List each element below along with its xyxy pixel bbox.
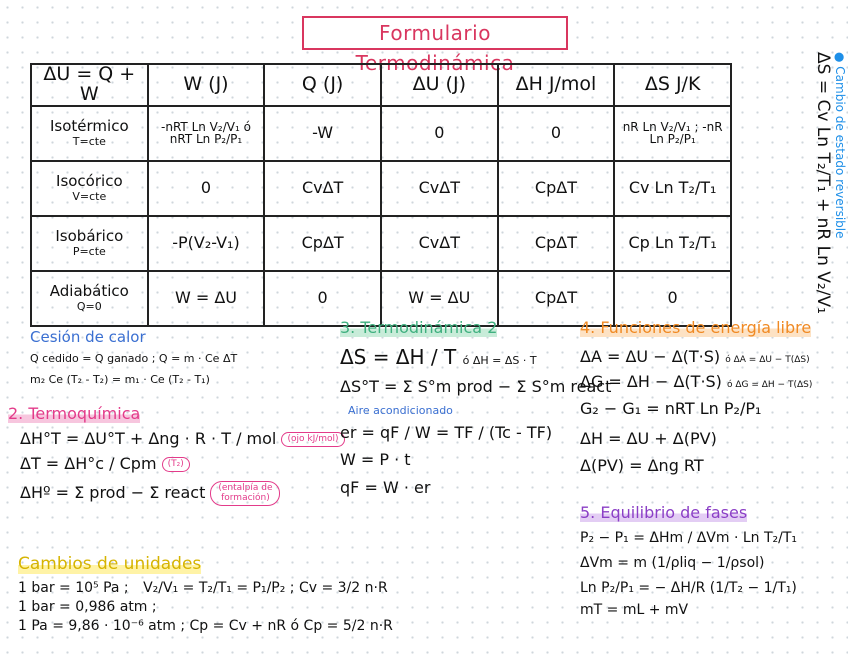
termoquimica-note-3: (entalpía de formación) (210, 481, 280, 506)
row-label-isotermico: Isotérmico T=cte (31, 106, 148, 161)
termoquimica-eq-3: ΔHº = Σ prod − Σ react (20, 483, 206, 503)
termodinamica2-eq-5: qF = W · er (340, 477, 431, 497)
table-header-row (31, 64, 731, 106)
funciones-eq-3: G₂ − G₁ = nRT Ln P₂/P₁ (580, 399, 762, 419)
cell-w: -nRT Ln V₂/V₁ ó nRT Ln P₂/P₁ (148, 106, 265, 161)
funciones-eq-5: Δ(PV) = Δng RT (580, 455, 704, 475)
side-note-formula: ΔS = Cv Ln T₂/T₁ + nR Ln V₂/V₁ (813, 52, 833, 314)
cambios-line-3: 1 Pa = 9,86 · 10⁻⁶ atm ; Cp = Cv + nR ó Cp = 5/2 n·R (18, 617, 393, 634)
page-title: Formulario Termodinámica (302, 16, 568, 50)
cell-dh: CpΔT (498, 271, 615, 326)
header-entropy: ΔS J/K (614, 64, 731, 106)
termoquimica-eq-2: ΔT = ΔH°c / Cpm (20, 454, 157, 474)
row-label-isobarico: Isobárico P=cte (31, 216, 148, 271)
equilibrio-eq-2: ΔVm = m (1/ρliq − 1/ρsol) (580, 554, 765, 571)
cell-dh: 0 (498, 106, 615, 161)
section-termodinamica2 (340, 318, 611, 497)
section-funciones (580, 318, 812, 475)
termodinamica2-eq-2: ΔS°T = Σ S°m prod − Σ S°m react (340, 377, 612, 396)
funciones-eq-1: ΔA = ΔU − Δ(T·S) (580, 347, 721, 366)
cell-dh: CpΔT (498, 216, 615, 271)
cell-ds: Cp Ln T₂/T₁ (614, 216, 731, 271)
cell-ds: 0 (614, 271, 731, 326)
process-table (30, 63, 732, 327)
section-title-funciones: 4. Funciones de energía libre (580, 318, 812, 337)
cell-q: CvΔT (264, 161, 381, 216)
termoquimica-note-1: (ojo kJ/mol) (281, 432, 344, 447)
side-note-reversible (813, 52, 847, 332)
side-note-label: ● Cambio de estado reversible (833, 52, 847, 239)
cambios-line-1b: V₂/V₁ = T₂/T₁ = P₁/P₂ ; Cv = 3/2 n·R (143, 580, 388, 596)
row-label-isocorico: Isocórico V=cte (31, 161, 148, 216)
section-equilibrio (580, 503, 797, 619)
header-enthalpy: ΔH J/mol (498, 64, 615, 106)
table-row (31, 161, 731, 216)
cell-q: CpΔT (264, 216, 381, 271)
equilibrio-eq-4: mT = mL + mV (580, 602, 689, 619)
equilibrio-eq-3: Ln P₂/P₁ = − ΔH/R (1/T₂ − 1/T₁) (580, 579, 797, 596)
funciones-note-1: ó ΔA = ΔU − T(ΔS) (725, 355, 810, 365)
cell-q: -W (264, 106, 381, 161)
header-heat: Q (J) (264, 64, 381, 106)
section-title-cesion: Cesión de calor (30, 328, 146, 346)
cell-du: CvΔT (381, 216, 498, 271)
termoquimica-note-2: (T₂) (162, 457, 190, 472)
row-label-adiabatico: Adiabático Q=0 (31, 271, 148, 326)
section-title-termodinamica2: 3. Termodinámica 2 (340, 318, 498, 337)
termodinamica2-note-1: ó ΔH = ΔS · T (462, 354, 537, 367)
section-title-cambios: Cambios de unidades (18, 554, 202, 574)
funciones-note-2: ó ΔG = ΔH − T(ΔS) (727, 380, 813, 391)
cell-w: W = ΔU (148, 271, 265, 326)
cell-w: -P(V₂-V₁) (148, 216, 265, 271)
cell-w: 0 (148, 161, 265, 216)
header-first-law: ΔU = Q + W (31, 64, 148, 106)
equilibrio-eq-1: P₂ − P₁ = ΔHm / ΔVm · Ln T₂/T₁ (580, 530, 798, 546)
termodinamica2-eq-1: ΔS = ΔH / T (340, 345, 457, 369)
cell-ds: Cv Ln T₂/T₁ (614, 161, 731, 216)
cell-dh: CpΔT (498, 161, 615, 216)
header-internal-energy: ΔU (J) (381, 64, 498, 106)
cesion-line-1: Q cedido = Q ganado ; Q = m · Ce ΔT (30, 352, 238, 365)
termoquimica-eq-1: ΔH°T = ΔU°T + Δng · R · T / mol (20, 429, 277, 448)
cell-du: W = ΔU (381, 271, 498, 326)
cesion-line-2: m₂ Ce (T₂ - T₂) = m₁ · Ce (T₂ - T₁) (30, 373, 210, 386)
funciones-eq-4: ΔH = ΔU + Δ(PV) (580, 428, 717, 448)
cambios-line-2: 1 bar = 0,986 atm ; (18, 598, 157, 615)
table-row (31, 106, 731, 161)
cambios-line-1: 1 bar = 10⁵ Pa ; (18, 580, 129, 596)
termodinamica2-eq-3: er = qF / W = TF / (Tc - TF) (340, 423, 553, 443)
termodinamica2-eq-4: W = P · t (340, 450, 411, 470)
section-cesion (30, 328, 237, 386)
header-work: W (J) (148, 64, 265, 106)
cell-du: CvΔT (381, 161, 498, 216)
cell-ds: nR Ln V₂/V₁ ; -nR Ln P₂/P₁ (614, 106, 731, 161)
cell-q: 0 (264, 271, 381, 326)
section-cambios (18, 554, 393, 634)
section-termoquimica (8, 404, 345, 506)
section-title-equilibrio: 5. Equilibrio de fases (580, 503, 748, 522)
funciones-eq-2: ΔG = ΔH − Δ(T·S) (580, 372, 722, 392)
table-row (31, 216, 731, 271)
termodinamica2-subtitle: Aire acondicionado (348, 404, 453, 418)
cell-du: 0 (381, 106, 498, 161)
section-title-termoquimica: 2. Termoquímica (8, 404, 141, 423)
